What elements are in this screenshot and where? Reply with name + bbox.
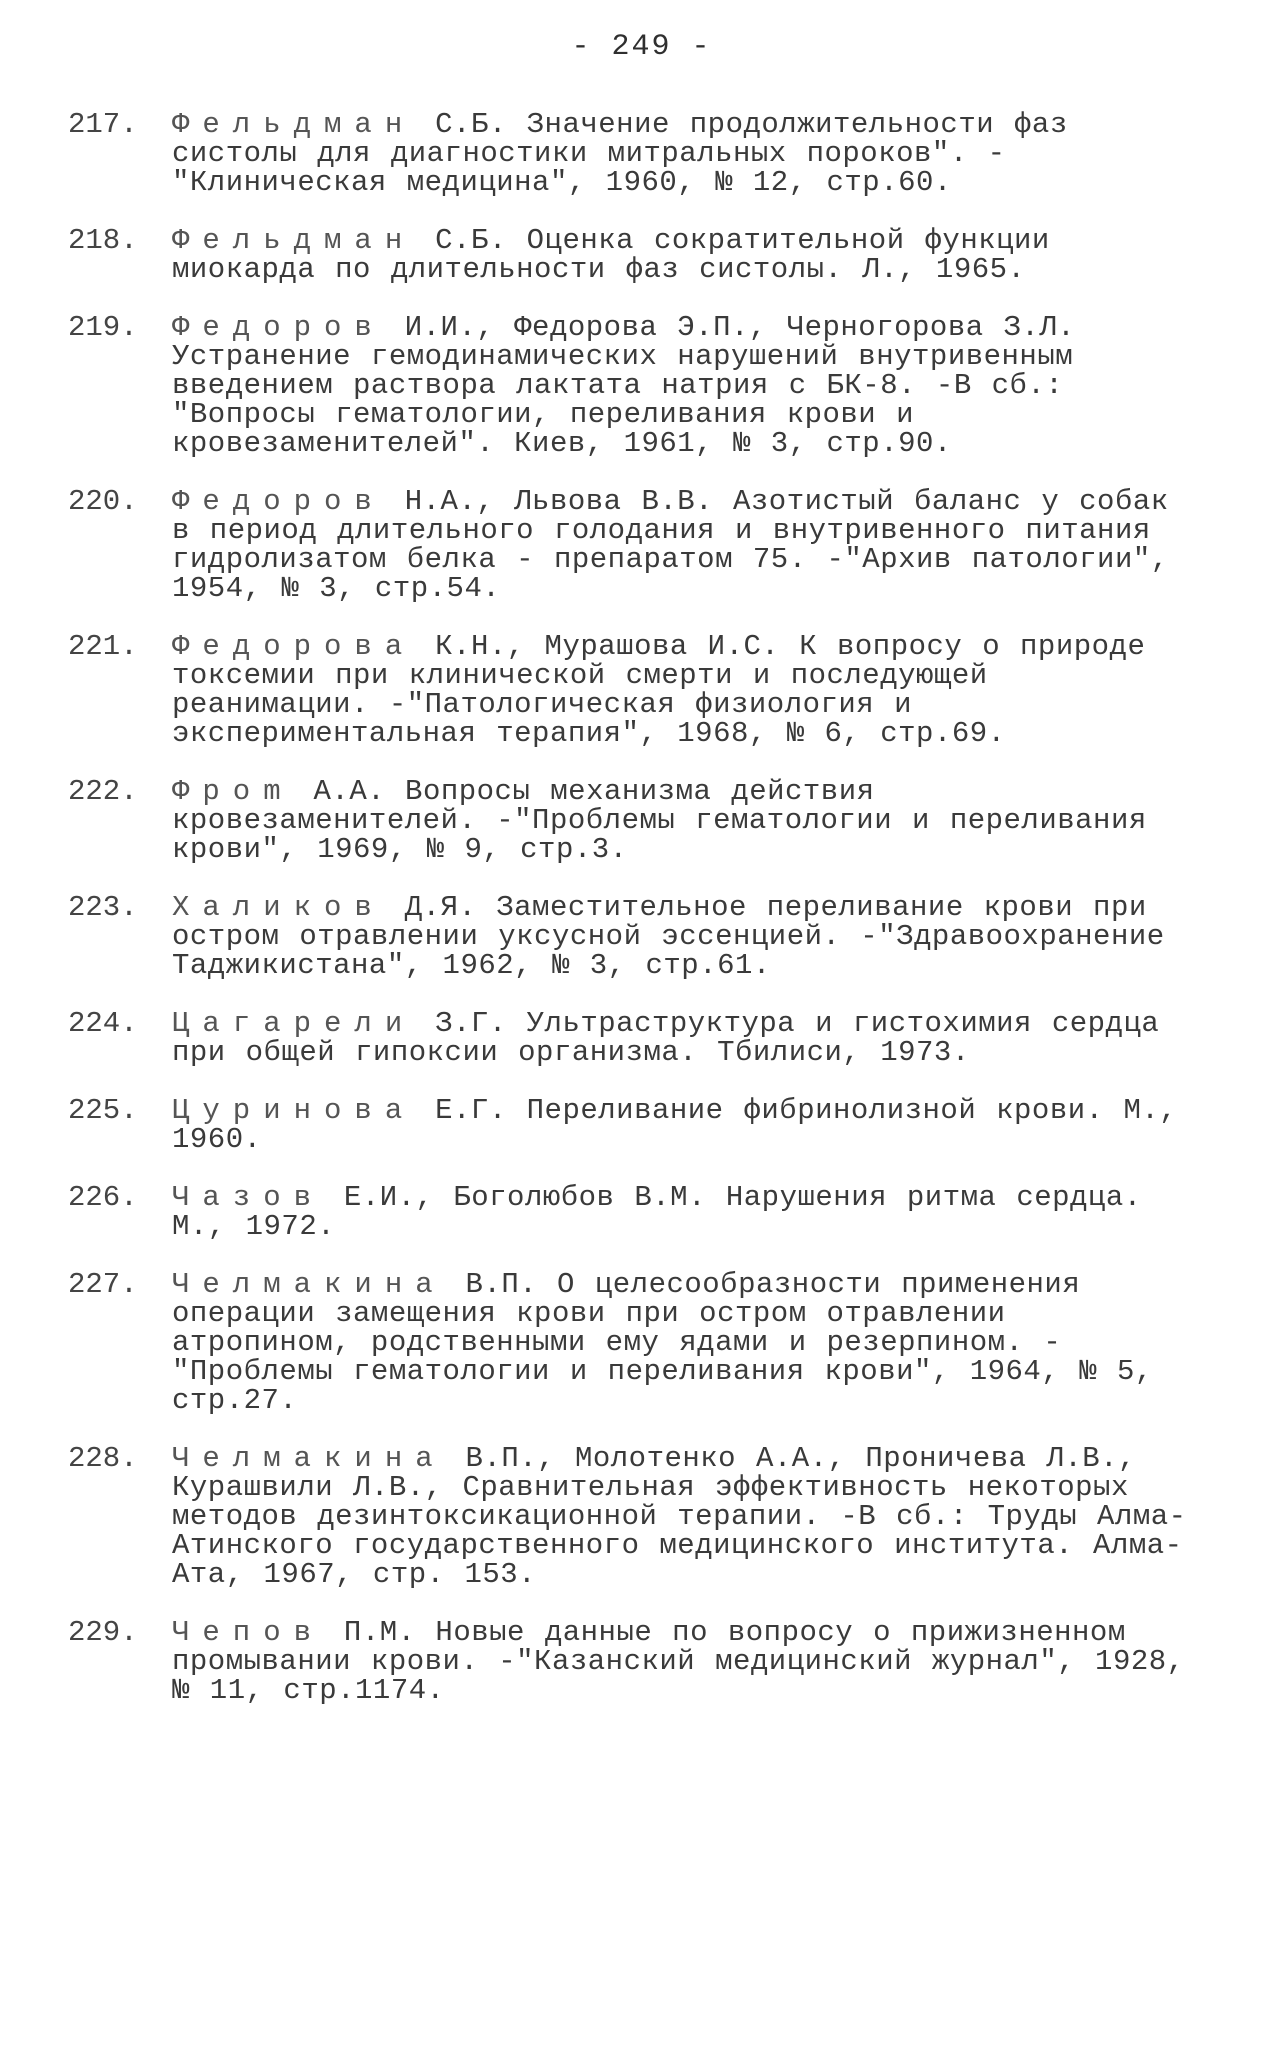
entry-body: Н.А., Львова В.В. Азотистый баланс у собак в период длительного голодания и внутривенного питания гидролизатом белка - препаратом 75. -"Архив патологии", 1954, № 3, стр.54. xyxy=(172,485,1169,605)
entry-text xyxy=(172,1444,1187,1589)
bibliography-entry xyxy=(0,110,1187,197)
entry-author: Федоров xyxy=(172,311,385,344)
entry-author: Цагарели xyxy=(172,1007,416,1040)
bibliography-entry xyxy=(0,1009,1187,1067)
entry-author: Фрom xyxy=(172,775,294,808)
entry-text xyxy=(172,632,1187,748)
bibliography-entry xyxy=(0,1096,1187,1154)
entry-body: З.Г. Ультраструктура и гистохимия сердца при общей гипоксии организма. Тбилиси, 1973. xyxy=(172,1007,1160,1069)
entry-body: И.И., Федорова Э.П., Черногорова З.Л. Устранение гемодинамических нарушений внутривенным введением раствора лактата натрия с БК-8. -В сб.: "Вопросы гематологии, переливания крови и кровезаменителей". Киев, 1961, № 3, стр.90. xyxy=(172,311,1076,460)
entry-author: Челмакина xyxy=(172,1268,446,1301)
entry-number: 217. xyxy=(68,108,138,141)
entry-body: Е.Г. Переливание фибринолизной крови. М., 1960. xyxy=(172,1094,1178,1156)
entry-text xyxy=(172,1270,1187,1415)
entry-author: Федоров xyxy=(172,485,385,518)
bibliography-entry xyxy=(0,1618,1187,1705)
entry-number: 221. xyxy=(68,630,138,663)
entry-text xyxy=(172,777,1187,864)
entry-author: Фельдман xyxy=(172,108,416,141)
entry-number: 218. xyxy=(68,224,138,257)
entry-body: С.Б. Значение продолжительности фаз систолы для диагностики митральных пороков". -"Клиническая медицина", 1960, № 12, стр.60. xyxy=(172,108,1068,199)
entry-text xyxy=(172,1096,1187,1154)
entry-author: Чазов xyxy=(172,1181,325,1214)
entry-author: Федорова xyxy=(172,630,416,663)
bibliography-entry xyxy=(0,893,1187,980)
entry-number: 219. xyxy=(68,311,138,344)
entry-text xyxy=(172,893,1187,980)
bibliography-entry xyxy=(0,777,1187,864)
entry-text xyxy=(172,110,1187,197)
bibliography-entry xyxy=(0,1270,1187,1415)
entry-author: Фельдман xyxy=(172,224,416,257)
entry-number: 224. xyxy=(68,1007,138,1040)
entry-body: В.П. О целесообразности применения операции замещения крови при остром отравлении атропином, родственными ему ядами и резерпином. -"Проблемы гематологии и переливания крови", 1964, № 5, стр.27. xyxy=(172,1268,1153,1417)
entry-text xyxy=(172,1009,1187,1067)
bibliography-entry xyxy=(0,313,1187,458)
entry-body: С.Б. Оценка сократительной функции миокарда по длительности фаз систолы. Л., 1965. xyxy=(172,224,1050,286)
entry-body: Д.Я. Заместительное переливание крови при остром отравлении уксусной эссенцией. -"Здравоохранение Таджикистана", 1962, № 3, стр.61. xyxy=(172,891,1165,982)
entry-number: 227. xyxy=(68,1268,138,1301)
entry-number: 228. xyxy=(68,1442,138,1475)
entry-author: Цуринова xyxy=(172,1094,416,1127)
bibliography-entry xyxy=(0,632,1187,748)
entry-body: К.Н., Мурашова И.С. К вопросу о природе токсемии при клинической смерти и последующей реанимации. -"Патологическая физиология и экспериментальная терапия", 1968, № 6, стр.69. xyxy=(172,630,1146,750)
entry-body: В.П., Молотенко А.А., Проничева Л.В., Курашвили Л.В., Сравнительная эффективность некоторых методов дезинтоксикационной терапии. -В сб.: Труды Алма-Атинского государственного медицинского института. Алма-Ата, 1967, стр. 153. xyxy=(172,1442,1187,1591)
entry-body: Е.И., Боголюбов В.М. Нарушения ритма сердца. М., 1972. xyxy=(172,1181,1142,1243)
entry-number: 222. xyxy=(68,775,138,808)
entry-number: 223. xyxy=(68,891,138,924)
bibliography-entry xyxy=(0,487,1187,603)
entry-text xyxy=(172,313,1187,458)
bibliography-entry xyxy=(0,226,1187,284)
entry-author: Чепов xyxy=(172,1616,325,1649)
entry-number: 220. xyxy=(68,485,138,518)
entry-text xyxy=(172,487,1187,603)
entry-text xyxy=(172,1183,1187,1241)
entry-body: П.М. Новые данные по вопросу о прижизненном промывании крови. -"Казанский медицинский журнал", 1928, № 11, стр.1174. xyxy=(172,1616,1185,1707)
entry-author: Халиков xyxy=(172,891,385,924)
bibliography-list xyxy=(0,110,1283,1734)
entry-text xyxy=(172,1618,1187,1705)
entry-number: 225. xyxy=(68,1094,138,1127)
entry-body: А.А. Вопросы механизма действия кровезаменителей. -"Проблемы гематологии и переливания крови", 1969, № 9, стр.3. xyxy=(172,775,1147,866)
bibliography-entry xyxy=(0,1444,1187,1589)
entry-number: 229. xyxy=(68,1616,138,1649)
page-number: - 249 - xyxy=(571,30,712,64)
entry-number: 226. xyxy=(68,1181,138,1214)
entry-text xyxy=(172,226,1187,284)
bibliography-entry xyxy=(0,1183,1187,1241)
entry-author: Челмакина xyxy=(172,1442,446,1475)
